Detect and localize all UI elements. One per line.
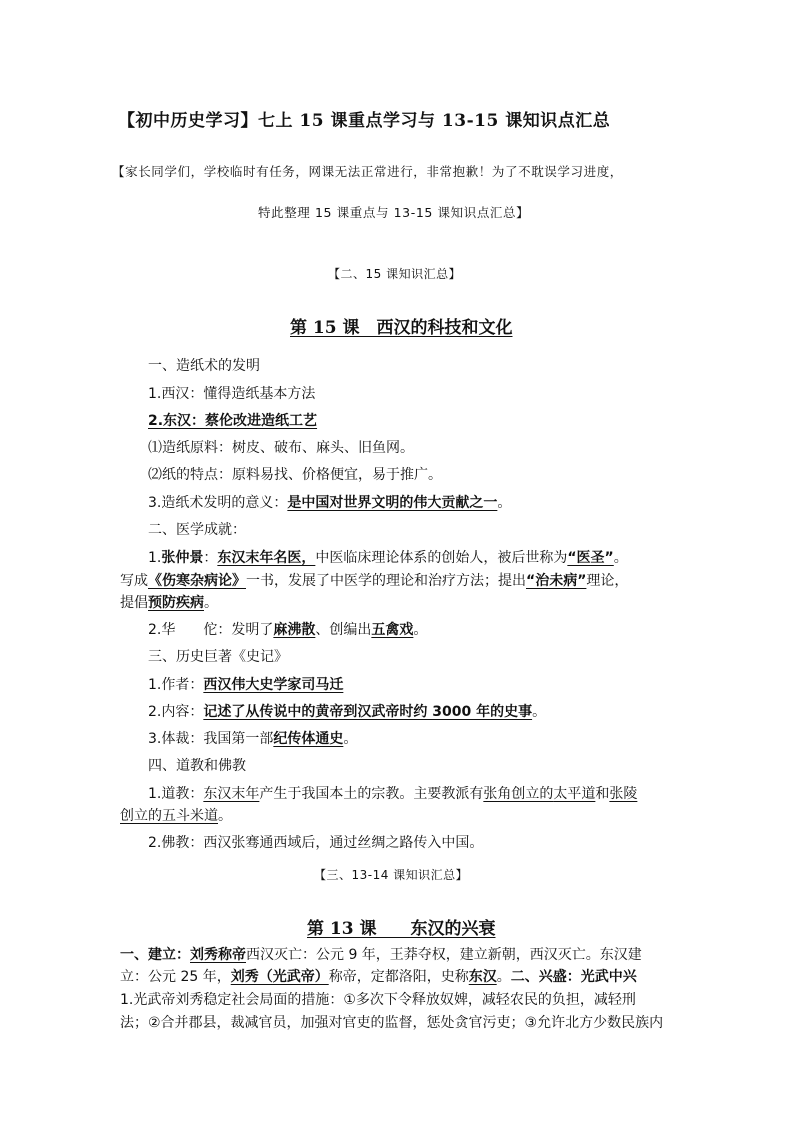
notice-line-2: 特此整理 15 课重点与 13-15 课知识点汇总】 xyxy=(258,205,530,220)
text: ： xyxy=(203,550,218,566)
key-point: 东汉 xyxy=(468,969,497,985)
medicine-heading: 二、医学成就： xyxy=(148,522,246,538)
medicine-item-1-cont-2 xyxy=(120,592,218,612)
section-heading-3: 【三、13-14 课知识汇总】 xyxy=(314,868,469,882)
key-point: 二、兴盛：光武中兴 xyxy=(510,969,637,985)
text: 。 xyxy=(343,731,358,747)
key-point: 刘秀称帝 xyxy=(190,947,246,963)
lesson-13-heading: 第 13 课 东汉的兴衰 xyxy=(307,919,496,939)
key-point: 张角创立的 xyxy=(483,786,554,802)
text: 和 xyxy=(595,786,610,802)
key-point: 纪传体通史 xyxy=(273,731,344,747)
text: 立：公元 25 年， xyxy=(120,969,231,985)
key-point: 记述了从传说中的黄帝到汉武帝时约 3000 年的史事 xyxy=(203,704,533,720)
text: 一书，发展了中医学的理论和治疗方法；提出 xyxy=(246,573,526,589)
text: 。 xyxy=(532,704,547,720)
key-point: 张陵 xyxy=(609,786,638,802)
text: 西汉灭亡：公元 9 年，王莽夺权，建立新朝，西汉灭亡。东汉建 xyxy=(246,947,642,963)
section-heading-2: 【二、15 课知识汇总】 xyxy=(328,267,462,281)
religion-item-2: 2.佛教：西汉张骞通西域后，通过丝绸之路传入中国。 xyxy=(148,835,484,851)
lesson-15-heading: 第 15 课 西汉的科技和文化 xyxy=(290,318,513,338)
religion-item-1 xyxy=(148,783,637,803)
text: 。 xyxy=(613,550,628,566)
key-point: 东汉末年名医， xyxy=(217,550,316,566)
paper-item-2: 2.东汉：蔡伦改进造纸工艺 xyxy=(148,413,318,429)
text: 3.体裁：我国第一部 xyxy=(148,731,274,747)
text: 。 xyxy=(496,969,511,985)
medicine-item-2 xyxy=(148,619,427,639)
text: 。 xyxy=(413,622,428,638)
key-point: 五斗米道 xyxy=(162,808,218,824)
key-point: 五禽戏 xyxy=(371,622,414,638)
text: 写成 xyxy=(120,573,148,589)
key-point: 西汉伟大史学家司马迁 xyxy=(203,677,344,693)
text: 理论， xyxy=(586,573,629,589)
paper-item-4: ⑵纸的特点：原料易找、价格便宜，易于推广。 xyxy=(148,467,442,483)
key-point: 张仲景 xyxy=(161,550,204,566)
text: 2.内容： xyxy=(148,704,204,720)
text: 。 xyxy=(204,595,218,611)
lesson13-para-4: 法；②合并郡县，裁减官员，加强对官吏的监督，惩处贪官污吏；③允许北方少数民族内 xyxy=(120,1015,664,1031)
medicine-item-1 xyxy=(148,547,628,567)
text: 产生于我国本土的宗教。主要教派有 xyxy=(259,786,484,802)
religion-item-1-cont xyxy=(120,805,232,825)
shiji-item-3 xyxy=(148,728,357,748)
key-point: 《伤寒杂病论》 xyxy=(148,573,246,589)
key-point: 预防疾病 xyxy=(148,595,204,611)
paper-heading: 一、造纸术的发明 xyxy=(148,358,260,374)
shiji-item-2 xyxy=(148,701,546,721)
paper-item-1: 1.西汉：懂得造纸基本方法 xyxy=(148,386,316,402)
text: 。 xyxy=(497,495,512,511)
key-point: 东汉末年 xyxy=(203,786,260,802)
lesson13-para-3: 1.光武帝刘秀稳定社会局面的措施：①多次下令释放奴婢，减轻农民的负担，减轻刑 xyxy=(120,992,636,1008)
text: 1.作者： xyxy=(148,677,204,693)
page-title: 【初中历史学习】七上 15 课重点学习与 13-15 课知识点汇总 xyxy=(118,111,611,131)
key-point: 太平道 xyxy=(553,786,596,802)
text: 3.造纸术发明的意义： xyxy=(148,495,288,511)
text: 1. xyxy=(148,550,162,566)
text: 、创编出 xyxy=(315,622,372,638)
shiji-heading: 三、历史巨著《史记》 xyxy=(148,649,288,665)
paper-item-5 xyxy=(148,492,511,512)
key-point: 刘秀（光武帝） xyxy=(230,969,329,985)
text: 提倡 xyxy=(120,595,148,611)
key-point: 是中国对世界文明的伟大贡献之一 xyxy=(287,495,498,511)
text: 2.华 佗：发明了 xyxy=(148,622,274,638)
medicine-item-1-cont xyxy=(120,570,628,590)
text: 1.道教： xyxy=(148,786,204,802)
notice-line-1: 【家长同学们，学校临时有任务，网课无法正常进行，非常抱歉！为了不耽误学习进度， xyxy=(112,164,623,179)
text: 称帝，定都洛阳，史称 xyxy=(328,969,469,985)
key-point: 创立的 xyxy=(120,808,162,824)
key-point: “医圣” xyxy=(567,550,614,566)
shiji-item-1 xyxy=(148,674,343,694)
lesson13-para-1 xyxy=(120,944,642,964)
religion-heading: 四、道教和佛教 xyxy=(148,758,246,774)
paper-item-3: ⑴造纸原料：树皮、破布、麻头、旧鱼网。 xyxy=(148,440,414,456)
key-point: 麻沸散 xyxy=(273,622,316,638)
text: 中医临床理论体系的创始人，被后世称为 xyxy=(315,550,568,566)
key-point: “治未病” xyxy=(526,573,587,589)
text: 。 xyxy=(218,808,232,824)
key-point: 一、建立： xyxy=(120,947,190,963)
lesson13-para-2 xyxy=(120,966,637,986)
